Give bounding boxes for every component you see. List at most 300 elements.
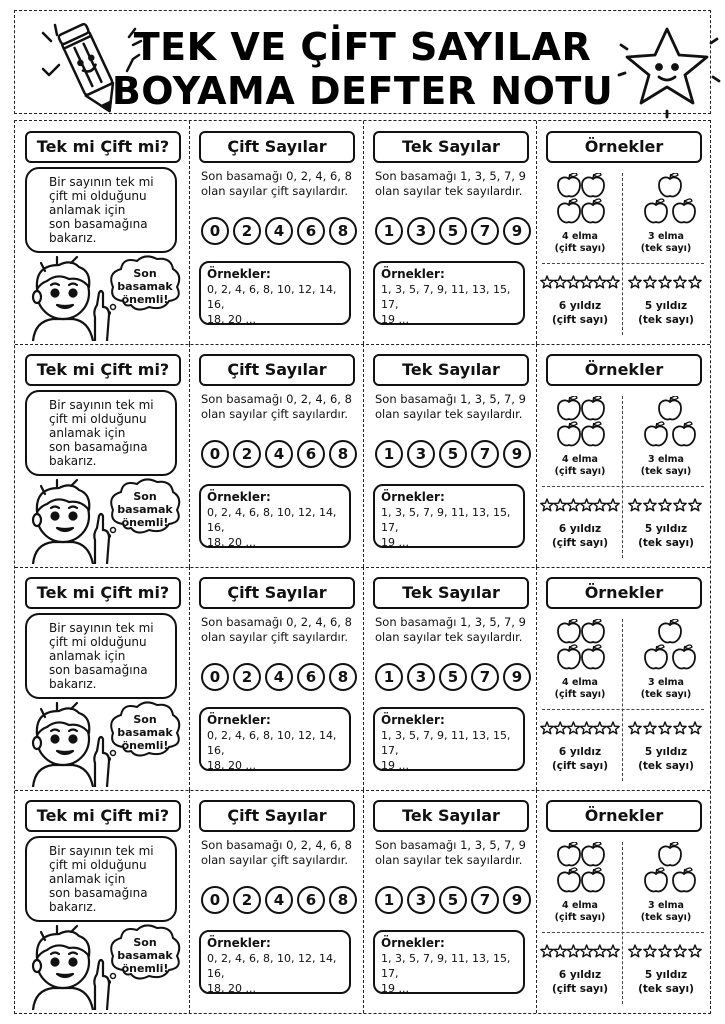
caption-line: (tek sayı) xyxy=(638,314,694,326)
examples-label: Örnekler: xyxy=(207,267,271,281)
bubble-line: Bir sayının tek mi xyxy=(49,844,154,858)
bubble-line: çift mi olduğunu xyxy=(49,412,147,426)
examples-label: Örnekler: xyxy=(207,936,271,950)
star-outline-icon xyxy=(607,499,619,511)
caption-line: 6 yıldız xyxy=(558,746,602,758)
odd-digit-circles xyxy=(375,440,527,470)
examples-line: 1, 3, 5, 7, 9, 11, 13, 15, 17, xyxy=(381,952,511,980)
digit-circle: 0 xyxy=(201,663,229,691)
apple-icon xyxy=(659,842,681,865)
examples-line: 18, 20 ... xyxy=(207,536,256,549)
explanation-bubble xyxy=(25,167,177,253)
star-outline-icon xyxy=(629,722,641,734)
apple-icon xyxy=(558,173,580,196)
caption-line: 6 yıldız xyxy=(558,523,602,535)
card-column-tek-mi-cift-mi xyxy=(15,121,190,344)
stars-even-caption xyxy=(538,745,622,773)
bubble-line: Bir sayının tek mi xyxy=(49,175,154,189)
note-card-row xyxy=(15,790,710,1013)
caption-line: 3 elma xyxy=(648,900,684,911)
star-outline-icon xyxy=(629,276,641,288)
star-outline-icon xyxy=(594,722,606,734)
quadrant-divider xyxy=(622,173,623,335)
examples-line: 0, 2, 4, 6, 8, 10, 12, 14, 16, xyxy=(207,506,337,534)
apple-icon xyxy=(645,422,667,445)
cloud-text xyxy=(111,490,179,529)
cloud-text xyxy=(111,713,179,752)
apple-icon xyxy=(645,645,667,668)
examples-label: Örnekler: xyxy=(381,267,445,281)
card-column-tek-sayilar xyxy=(363,344,537,567)
rule-line: Son basamağı 0, 2, 4, 6, 8 xyxy=(201,169,352,183)
ornekler-heading: Örnekler xyxy=(546,800,702,832)
star-outline-icon xyxy=(644,499,656,511)
caption-line: 5 yıldız xyxy=(644,300,688,312)
quadrant-divider xyxy=(622,842,623,1004)
examples-label: Örnekler: xyxy=(381,490,445,504)
apple-icon xyxy=(582,842,604,865)
apples-even-group xyxy=(556,842,606,896)
caption-line: 6 yıldız xyxy=(558,300,602,312)
star-outline-icon xyxy=(644,945,656,957)
tek-sayilar-heading: Tek Sayılar xyxy=(373,354,529,386)
bubble-line: çift mi olduğunu xyxy=(49,189,147,203)
examples-label: Örnekler: xyxy=(207,490,271,504)
examples-line: 19 ... xyxy=(381,313,409,326)
caption-line: (tek sayı) xyxy=(640,912,692,923)
apples-odd-group xyxy=(642,842,698,896)
digit-circle: 4 xyxy=(265,440,293,468)
card-column-cift-sayilar xyxy=(189,790,364,1013)
apples-odd-caption xyxy=(624,454,708,478)
apples-odd-caption xyxy=(624,231,708,255)
star-outline-icon xyxy=(580,722,592,734)
odd-examples-box xyxy=(373,707,525,771)
digit-circle: 4 xyxy=(265,886,293,914)
tek-mi-cift-mi-heading: Tek mi Çift mi? xyxy=(25,354,181,386)
apples-odd-group xyxy=(642,396,698,450)
digit-circle: 2 xyxy=(233,663,261,691)
card-column-cift-sayilar xyxy=(189,121,364,344)
caption-line: 5 yıldız xyxy=(644,523,688,535)
stars-even-group xyxy=(540,498,620,512)
ornekler-heading: Örnekler xyxy=(546,131,702,163)
caption-line: 4 elma xyxy=(562,231,598,242)
even-rule-text xyxy=(201,392,353,422)
card-column-ornekler xyxy=(536,121,710,344)
apple-icon xyxy=(582,173,604,196)
examples-line: 19 ... xyxy=(381,759,409,772)
apples-odd-group xyxy=(642,173,698,227)
star-outline-icon xyxy=(644,276,656,288)
apple-icon xyxy=(673,422,695,445)
stars-even-caption xyxy=(538,968,622,996)
caption-line: (çift sayı) xyxy=(551,314,609,326)
cloud-line: Son xyxy=(133,713,157,726)
apples-even-caption xyxy=(538,454,622,478)
tek-sayilar-heading: Tek Sayılar xyxy=(373,800,529,832)
bubble-line: anlamak için xyxy=(49,649,126,663)
digit-circle: 9 xyxy=(503,663,531,691)
star-outline-icon xyxy=(554,499,566,511)
examples-line: 1, 3, 5, 7, 9, 11, 13, 15, 17, xyxy=(381,506,511,534)
digit-circle: 0 xyxy=(201,440,229,468)
star-outline-icon xyxy=(594,945,606,957)
explanation-bubble xyxy=(25,836,177,922)
caption-line: 4 elma xyxy=(562,454,598,465)
star-outline-icon xyxy=(689,499,701,511)
star-outline-icon xyxy=(541,276,553,288)
apple-icon xyxy=(558,868,580,891)
even-digit-circles xyxy=(201,217,353,247)
stars-odd-group xyxy=(628,944,704,958)
digit-circle: 1 xyxy=(375,217,403,245)
thinking-boy-icon xyxy=(23,924,115,1010)
stars-even-caption xyxy=(538,522,622,550)
apple-icon xyxy=(673,645,695,668)
quadrant-divider xyxy=(542,486,704,487)
examples-line: 1, 3, 5, 7, 9, 11, 13, 15, 17, xyxy=(381,729,511,757)
card-column-tek-mi-cift-mi xyxy=(15,790,190,1013)
star-outline-icon xyxy=(659,722,671,734)
examples-line: 18, 20 ... xyxy=(207,313,256,326)
digit-circle: 8 xyxy=(329,217,357,245)
digit-circle: 7 xyxy=(471,217,499,245)
even-rule-text xyxy=(201,169,353,199)
tek-sayilar-heading: Tek Sayılar xyxy=(373,577,529,609)
apple-icon xyxy=(645,868,667,891)
star-outline-icon xyxy=(674,722,686,734)
caption-line: 3 elma xyxy=(648,454,684,465)
star-outline-icon xyxy=(567,722,579,734)
odd-digit-circles xyxy=(375,663,527,693)
digit-circle: 7 xyxy=(471,663,499,691)
apple-icon xyxy=(582,396,604,419)
examples-quadrants xyxy=(536,834,710,1010)
rule-line: olan sayılar tek sayılardır. xyxy=(375,853,523,867)
apples-even-group xyxy=(556,396,606,450)
cloud-text xyxy=(111,267,179,306)
card-column-tek-mi-cift-mi xyxy=(15,567,190,790)
stars-odd-caption xyxy=(624,968,708,996)
digit-circle: 1 xyxy=(375,663,403,691)
card-column-tek-sayilar xyxy=(363,121,537,344)
bubble-line: son basamağına xyxy=(49,886,148,900)
ornekler-heading: Örnekler xyxy=(546,354,702,386)
rule-line: olan sayılar tek sayılardır. xyxy=(375,630,523,644)
apples-odd-caption xyxy=(624,677,708,701)
odd-rule-text xyxy=(375,169,527,199)
digit-circle: 9 xyxy=(503,217,531,245)
tek-mi-cift-mi-heading: Tek mi Çift mi? xyxy=(25,800,181,832)
apple-icon xyxy=(582,199,604,222)
rule-line: Son basamağı 0, 2, 4, 6, 8 xyxy=(201,392,352,406)
digit-circle: 6 xyxy=(297,217,325,245)
bubble-line: çift mi olduğunu xyxy=(49,635,147,649)
digit-circle: 9 xyxy=(503,440,531,468)
caption-line: 5 yıldız xyxy=(644,969,688,981)
apple-icon xyxy=(659,619,681,642)
explanation-bubble xyxy=(25,390,177,476)
even-examples-box xyxy=(199,930,351,994)
card-column-ornekler xyxy=(536,790,710,1013)
star-outline-icon xyxy=(594,276,606,288)
digit-circle: 3 xyxy=(407,886,435,914)
note-card-row xyxy=(15,567,710,791)
quadrant-divider xyxy=(542,263,704,264)
caption-line: 6 yıldız xyxy=(558,969,602,981)
card-column-ornekler xyxy=(536,344,710,567)
rule-line: Son basamağı 1, 3, 5, 7, 9 xyxy=(375,838,526,852)
rule-line: olan sayılar çift sayılardır. xyxy=(201,630,349,644)
caption-line: (tek sayı) xyxy=(638,760,694,772)
explanation-bubble xyxy=(25,613,177,699)
cloud-line: önemli! xyxy=(121,739,169,752)
cift-sayilar-heading: Çift Sayılar xyxy=(199,354,355,386)
cloud-line: basamak xyxy=(117,726,173,739)
star-outline-icon xyxy=(644,722,656,734)
caption-line: (çift sayı) xyxy=(554,466,606,477)
even-digit-circles xyxy=(201,663,353,693)
digit-circle: 2 xyxy=(233,217,261,245)
star-outline-icon xyxy=(594,499,606,511)
digit-circle: 7 xyxy=(471,440,499,468)
even-examples-box xyxy=(199,261,351,325)
rule-line: olan sayılar tek sayılardır. xyxy=(375,184,523,198)
caption-line: (çift sayı) xyxy=(551,760,609,772)
apple-icon xyxy=(558,842,580,865)
apples-even-caption xyxy=(538,900,622,924)
bubble-line: bakarız. xyxy=(49,454,97,468)
examples-line: 19 ... xyxy=(381,536,409,549)
apple-icon xyxy=(558,199,580,222)
examples-line: 1, 3, 5, 7, 9, 11, 13, 15, 17, xyxy=(381,283,511,311)
stars-odd-caption xyxy=(624,522,708,550)
star-outline-icon xyxy=(689,945,701,957)
digit-circle: 9 xyxy=(503,886,531,914)
star-outline-icon xyxy=(674,945,686,957)
star-outline-icon xyxy=(567,499,579,511)
digit-circle: 6 xyxy=(297,663,325,691)
bubble-line: bakarız. xyxy=(49,231,97,245)
bubble-line: bakarız. xyxy=(49,900,97,914)
stars-even-group xyxy=(540,275,620,289)
examples-line: 0, 2, 4, 6, 8, 10, 12, 14, 16, xyxy=(207,729,337,757)
apple-icon xyxy=(582,422,604,445)
even-digit-circles xyxy=(201,440,353,470)
star-outline-icon xyxy=(607,945,619,957)
odd-rule-text xyxy=(375,838,527,868)
bubble-line: Bir sayının tek mi xyxy=(49,398,154,412)
examples-label: Örnekler: xyxy=(381,936,445,950)
apple-icon xyxy=(558,645,580,668)
rule-line: Son basamağı 1, 3, 5, 7, 9 xyxy=(375,392,526,406)
stars-odd-caption xyxy=(624,299,708,327)
page-title xyxy=(15,25,710,113)
apple-icon xyxy=(582,645,604,668)
caption-line: (tek sayı) xyxy=(640,689,692,700)
tek-mi-cift-mi-heading: Tek mi Çift mi? xyxy=(25,131,181,163)
star-outline-icon xyxy=(567,276,579,288)
digit-circle: 5 xyxy=(439,663,467,691)
examples-label: Örnekler: xyxy=(381,713,445,727)
cloud-line: Son xyxy=(133,490,157,503)
stars-even-caption xyxy=(538,299,622,327)
star-outline-icon xyxy=(541,499,553,511)
stars-even-group xyxy=(540,944,620,958)
rule-line: Son basamağı 1, 3, 5, 7, 9 xyxy=(375,169,526,183)
notes-grid xyxy=(14,120,711,1014)
digit-circle: 8 xyxy=(329,886,357,914)
tek-sayilar-heading: Tek Sayılar xyxy=(373,131,529,163)
title-line-1: TEK VE ÇİFT SAYILAR xyxy=(133,25,592,69)
quadrant-divider xyxy=(622,619,623,781)
quadrant-divider xyxy=(542,709,704,710)
digit-circle: 1 xyxy=(375,440,403,468)
apple-icon xyxy=(558,396,580,419)
caption-line: (çift sayı) xyxy=(551,983,609,995)
digit-circle: 3 xyxy=(407,440,435,468)
examples-label: Örnekler: xyxy=(207,713,271,727)
apples-even-caption xyxy=(538,677,622,701)
caption-line: (çift sayı) xyxy=(554,243,606,254)
examples-quadrants xyxy=(536,611,710,787)
odd-examples-box xyxy=(373,930,525,994)
star-outline-icon xyxy=(659,945,671,957)
apple-icon xyxy=(558,619,580,642)
examples-line: 0, 2, 4, 6, 8, 10, 12, 14, 16, xyxy=(207,952,337,980)
star-outline-icon xyxy=(541,722,553,734)
star-outline-icon xyxy=(541,945,553,957)
star-outline-icon xyxy=(689,722,701,734)
examples-quadrants xyxy=(536,165,710,341)
even-examples-box xyxy=(199,484,351,548)
note-card-row xyxy=(15,121,710,345)
digit-circle: 4 xyxy=(265,663,293,691)
cift-sayilar-heading: Çift Sayılar xyxy=(199,577,355,609)
star-outline-icon xyxy=(580,499,592,511)
title-line-2: BOYAMA DEFTER NOTU xyxy=(111,69,614,113)
odd-examples-box xyxy=(373,484,525,548)
note-card-row xyxy=(15,344,710,568)
star-outline-icon xyxy=(607,276,619,288)
quadrant-divider xyxy=(622,396,623,558)
apple-icon xyxy=(659,396,681,419)
star-outline-icon xyxy=(580,945,592,957)
thinking-boy-icon xyxy=(23,255,115,341)
star-outline-icon xyxy=(659,276,671,288)
star-outline-icon xyxy=(674,276,686,288)
star-outline-icon xyxy=(554,945,566,957)
digit-circle: 5 xyxy=(439,217,467,245)
examples-line: 18, 20 ... xyxy=(207,982,256,995)
digit-circle: 5 xyxy=(439,886,467,914)
card-column-cift-sayilar xyxy=(189,567,364,790)
card-column-tek-mi-cift-mi xyxy=(15,344,190,567)
digit-circle: 2 xyxy=(233,440,261,468)
caption-line: (çift sayı) xyxy=(554,689,606,700)
bubble-line: son basamağına xyxy=(49,217,148,231)
caption-line: 3 elma xyxy=(648,231,684,242)
card-column-ornekler xyxy=(536,567,710,790)
card-column-tek-sayilar xyxy=(363,567,537,790)
stars-odd-caption xyxy=(624,745,708,773)
rule-line: Son basamağı 1, 3, 5, 7, 9 xyxy=(375,615,526,629)
card-column-cift-sayilar xyxy=(189,344,364,567)
apples-odd-group xyxy=(642,619,698,673)
smiling-star-icon xyxy=(613,19,721,119)
apple-icon xyxy=(645,199,667,222)
even-digit-circles xyxy=(201,886,353,916)
even-rule-text xyxy=(201,615,353,645)
apple-icon xyxy=(558,422,580,445)
quadrant-divider xyxy=(542,932,704,933)
cloud-line: basamak xyxy=(117,503,173,516)
stars-odd-group xyxy=(628,498,704,512)
tek-mi-cift-mi-heading: Tek mi Çift mi? xyxy=(25,577,181,609)
cloud-line: basamak xyxy=(117,280,173,293)
apple-icon xyxy=(582,868,604,891)
apple-icon xyxy=(673,199,695,222)
apples-even-group xyxy=(556,619,606,673)
digit-circle: 4 xyxy=(265,217,293,245)
cloud-text xyxy=(111,936,179,975)
cloud-line: basamak xyxy=(117,949,173,962)
odd-digit-circles xyxy=(375,217,527,247)
bubble-line: anlamak için xyxy=(49,426,126,440)
star-outline-icon xyxy=(580,276,592,288)
digit-circle: 3 xyxy=(407,663,435,691)
bubble-line: bakarız. xyxy=(49,677,97,691)
apples-even-group xyxy=(556,173,606,227)
odd-rule-text xyxy=(375,615,527,645)
caption-line: 3 elma xyxy=(648,677,684,688)
bubble-line: anlamak için xyxy=(49,203,126,217)
bubble-line: çift mi olduğunu xyxy=(49,858,147,872)
cloud-line: önemli! xyxy=(121,293,169,306)
bubble-line: anlamak için xyxy=(49,872,126,886)
bubble-line: son basamağına xyxy=(49,440,148,454)
examples-line: 18, 20 ... xyxy=(207,759,256,772)
star-outline-icon xyxy=(629,945,641,957)
digit-circle: 6 xyxy=(297,440,325,468)
caption-line: (tek sayı) xyxy=(640,243,692,254)
odd-examples-box xyxy=(373,261,525,325)
odd-digit-circles xyxy=(375,886,527,916)
digit-circle: 6 xyxy=(297,886,325,914)
examples-line: 0, 2, 4, 6, 8, 10, 12, 14, 16, xyxy=(207,283,337,311)
rule-line: olan sayılar tek sayılardır. xyxy=(375,407,523,421)
digit-circle: 8 xyxy=(329,440,357,468)
rule-line: Son basamağı 0, 2, 4, 6, 8 xyxy=(201,838,352,852)
thinking-boy-icon xyxy=(23,701,115,787)
caption-line: (tek sayı) xyxy=(638,537,694,549)
digit-circle: 7 xyxy=(471,886,499,914)
digit-circle: 1 xyxy=(375,886,403,914)
examples-line: 19 ... xyxy=(381,982,409,995)
even-rule-text xyxy=(201,838,353,868)
apple-icon xyxy=(659,173,681,196)
star-outline-icon xyxy=(607,722,619,734)
bubble-line: Bir sayının tek mi xyxy=(49,621,154,635)
cift-sayilar-heading: Çift Sayılar xyxy=(199,800,355,832)
examples-quadrants xyxy=(536,388,710,564)
digit-circle: 8 xyxy=(329,663,357,691)
digit-circle: 5 xyxy=(439,440,467,468)
cloud-line: Son xyxy=(133,267,157,280)
apple-icon xyxy=(673,868,695,891)
page-header xyxy=(14,10,711,114)
